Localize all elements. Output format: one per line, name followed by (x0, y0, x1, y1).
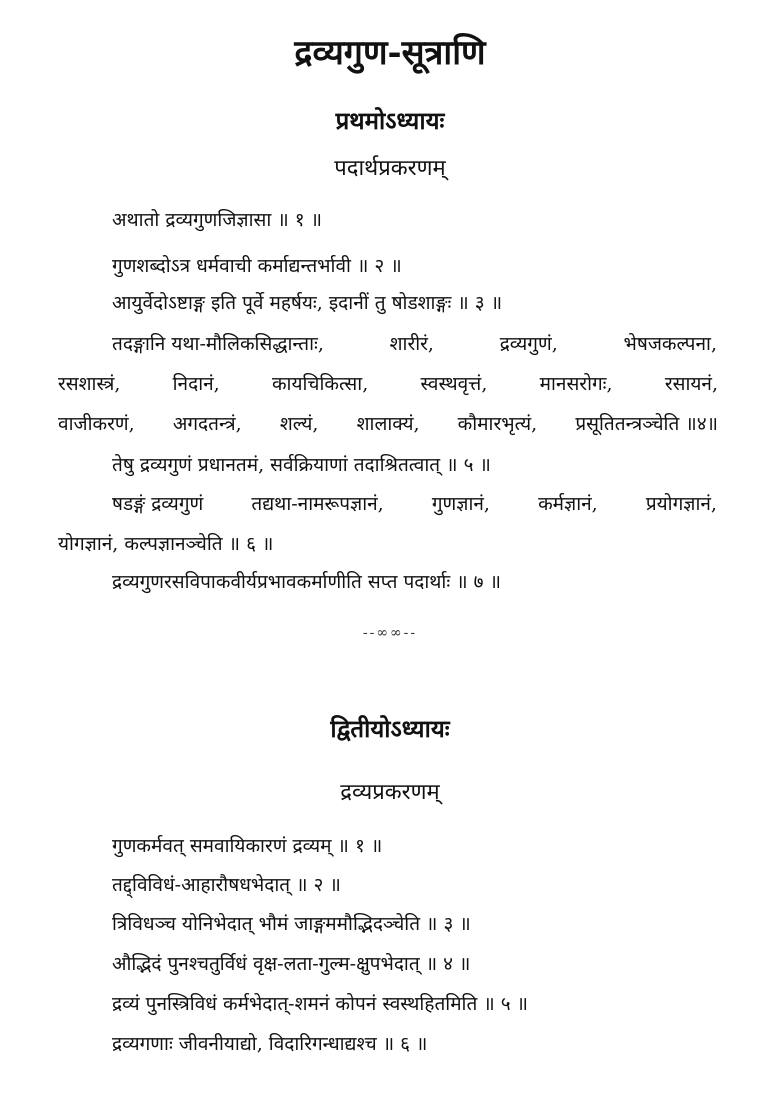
section-divider-ornament: --∞∞-- (362, 625, 418, 641)
text-segment: भेषजकल्पना, (623, 333, 717, 355)
text-segment: शालाक्यं, (356, 413, 420, 435)
text-segment: रसशास्त्रं, (58, 373, 121, 395)
ch1-sutra-3: आयुर्वेदोऽष्टाङ्ग इति पूर्वे महर्षयः, इदानीं तु षोडशाङ्गः ॥ ३ ॥ (112, 292, 503, 314)
chapter2-subheading: द्रव्यप्रकरणम् (340, 780, 440, 805)
ch2-sutra-4: औद्भिदं पुनश्चतुर्विधं वृक्ष-लता-गुल्म-क्षुपभेदात् ॥ ४ ॥ (112, 953, 471, 975)
text-segment: षडङ्गं द्रव्यगुणं (112, 493, 204, 515)
ch2-sutra-1: गुणकर्मवत् समवायिकारणं द्रव्यम् ॥ १ ॥ (112, 835, 383, 857)
text-segment: रसायनं, (664, 373, 718, 395)
ch1-sutra-4-line-3 (58, 410, 718, 436)
text-segment: गुणज्ञानं, (431, 493, 490, 515)
ch1-sutra-4-line-1 (112, 330, 717, 356)
text-segment: कायचिकित्सा, (271, 373, 369, 395)
text-segment: प्रयोगज्ञानं, (645, 493, 717, 515)
ch2-sutra-3: त्रिविधञ्च योनिभेदात् भौमं जाङ्गममौद्भिदञ्चेति ॥ ३ ॥ (112, 913, 471, 935)
ch1-sutra-7: द्रव्यगुणरसविपाकवीर्यप्रभावकर्माणीति सप्त पदार्थाः ॥ ७ ॥ (112, 571, 501, 593)
chapter2-heading: द्वितीयोऽध्यायः (330, 714, 450, 743)
page-title: द्रव्यगुण-सूत्राणि (294, 33, 486, 73)
ch1-sutra-4-line-2 (58, 370, 718, 396)
text-segment: तद्यथा-नामरूपज्ञानं, (251, 493, 384, 515)
ch1-sutra-6-line-2: योगज्ञानं, कल्पज्ञानञ्चेति ॥ ६ ॥ (58, 533, 274, 555)
text-segment: निदानं, (172, 373, 220, 395)
ch2-sutra-6: द्रव्यगणाः जीवनीयाद्यो, विदारिगन्धाद्यश्च ॥ ६ ॥ (112, 1033, 428, 1055)
text-segment: शारीरं, (389, 333, 434, 355)
text-segment: स्वस्थवृत्तं, (420, 373, 488, 395)
text-segment: तदङ्गानि यथा-मौलिकसिद्धान्ताः, (112, 333, 324, 355)
ch1-sutra-5: तेषु द्रव्यगुणं प्रधानतमं, सर्वक्रियाणां तदाश्रितत्वात् ॥ ५ ॥ (112, 454, 491, 476)
text-segment: शल्यं, (279, 413, 319, 435)
text-segment: प्रसूतितन्त्रञ्चेति ॥४॥ (575, 413, 718, 435)
text-segment: द्रव्यगुणं, (499, 333, 558, 355)
text-segment: कर्मज्ञानं, (538, 493, 598, 515)
text-segment: अगदतन्त्रं, (172, 413, 242, 435)
ch2-sutra-5: द्रव्यं पुनस्त्रिविधं कर्मभेदात्-शमनं कोपनं स्वस्थहितमिति ॥ ५ ॥ (112, 993, 529, 1015)
text-segment: मानसरोगः, (539, 373, 613, 395)
ch1-sutra-2: गुणशब्दोऽत्र धर्मवाची कर्माद्यन्तर्भावी ॥ २ ॥ (112, 255, 402, 277)
ch1-sutra-1: अथातो द्रव्यगुणजिज्ञासा ॥ १ ॥ (112, 209, 323, 231)
chapter1-heading: प्रथमोऽध्यायः (335, 106, 445, 135)
ch2-sutra-2: तद्द्विविधं-आहारौषधभेदात् ॥ २ ॥ (112, 874, 341, 896)
text-segment: वाजीकरणं, (58, 413, 135, 435)
chapter1-subheading: पदार्थप्रकरणम् (334, 156, 446, 181)
text-segment: कौमारभृत्यं, (457, 413, 538, 435)
ch1-sutra-6-line-1 (112, 490, 717, 516)
